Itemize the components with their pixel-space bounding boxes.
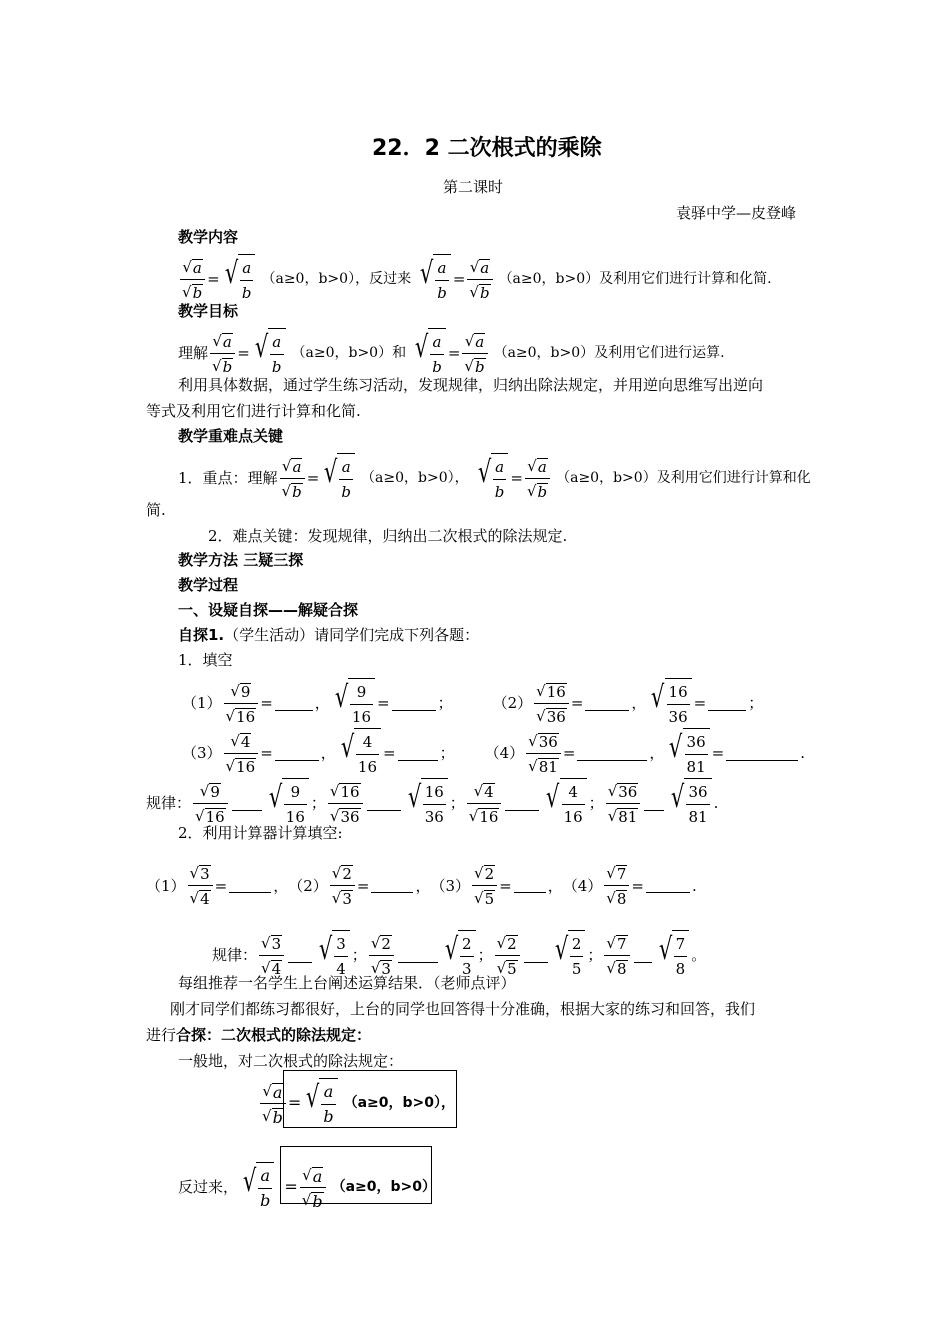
answer-blank[interactable] — [398, 948, 438, 963]
sqrt-fraction: √ $\frac{a}{b}$ — [417, 254, 451, 304]
rule-formula-2: 反过来， √ $\frac{a}{b}$ = √ a √ b （a≥0，b>0） — [178, 1164, 437, 1211]
goal-paragraph-2: 等式及利用它们进行计算和化简. — [146, 402, 361, 420]
answer-blank[interactable] — [585, 696, 629, 711]
heading-key: 教学重难点关键 — [178, 427, 284, 445]
fraction: √ a √ b — [180, 256, 205, 303]
answer-blank[interactable] — [708, 696, 746, 711]
rule-row: 规律： √ 9 √ 16 √ $\frac{9}{16}$ ； √ 16 √ 36 √ $\frac{16}{36}$ ； √ 4 √ 16 √ $\frac{4}{16}$ ； √ 36 √ 81 √ $\frac{36}{81}$ . — [146, 780, 719, 826]
answer-blank[interactable] — [398, 746, 438, 761]
paragraph-a: 刚才同学们都练习都很好，上台的同学也回答得十分准确，根据大家的练习和回答，我们 — [170, 1000, 756, 1018]
answer-blank[interactable] — [275, 746, 319, 761]
heading-goal: 教学目标 — [178, 302, 239, 320]
exercise-1: 自探1. （学生活动）请同学们完成下列各题： — [178, 626, 480, 644]
recommend-text: 每组推荐一名学生上台阐述运算结果．（老师点评） — [178, 974, 516, 992]
paragraph-b: 进行 合探：二次根式的除法规定： — [146, 1026, 372, 1044]
rule-formula-1: √ a √ b = √ $\frac{a}{b}$ （a≥0，b>0）， — [262, 1080, 456, 1127]
answer-blank[interactable] — [505, 796, 539, 811]
answer-blank[interactable] — [646, 878, 690, 893]
fill-title: 1．填空 — [178, 651, 233, 669]
key-point-2: 2．难点关键：发现规律，归纳出二次根式的除法规定. — [208, 527, 568, 545]
answer-blank[interactable] — [392, 696, 436, 711]
answer-blank[interactable] — [634, 948, 652, 963]
sqrt-fraction: √ $\frac{a}{b}$ — [222, 254, 256, 304]
heading-process: 教学过程 — [178, 576, 239, 594]
answer-blank[interactable] — [229, 878, 271, 893]
author: 袁驿中学—皮登峰 — [676, 204, 797, 222]
goal-paragraph-1: 利用具体数据，通过学生练习活动，发现规律，归纳出除法规定，并用逆向思维写出逆向 — [178, 376, 764, 394]
subtitle: 第二课时 — [443, 178, 504, 196]
answer-blank[interactable] — [275, 696, 313, 711]
heading-content: 教学内容 — [178, 228, 239, 246]
answer-blank[interactable] — [367, 796, 401, 811]
fill-row-2: （3） √ 4 √ 16 = ， √ $\frac{4}{16}$ = ； （4） √ 36 √ 81 = ， √ $\frac{36}{81}$ = . — [182, 730, 805, 776]
answer-blank[interactable] — [288, 948, 312, 963]
general-rule-intro: 一般地，对二次根式的除法规定： — [178, 1052, 404, 1070]
answer-blank[interactable] — [644, 796, 664, 811]
calc-title: 2．利用计算器计算填空: — [178, 824, 343, 842]
key-point-1: 1．重点：理解 √ a √ b = √ $\frac{a}{b}$ （a≥0，b>0）， √ $\frac{a}{b}$ = √ a √ b （a≥0，b>0）及利用它们进行计算和化 — [178, 455, 811, 501]
answer-blank[interactable] — [232, 796, 262, 811]
goal-formula-line: 理解 √ a √ b = √ $\frac{a}{b}$ （a≥0，b>0）和 √ $\frac{a}{b}$ = √ a √ b （a≥0，b>0）及利用它们进行运算. — [178, 330, 725, 376]
content-formula-line: √ a √ b = √ $\frac{a}{b}$ （a≥0，b>0），反过来 √ $\frac{a}{b}$ = √ a √ b （a≥0，b>0）及利用它们进行计算和化简. — [182, 256, 772, 302]
heading-section-1: 一、设疑自探——解疑合探 — [178, 601, 359, 619]
answer-blank[interactable] — [371, 878, 413, 893]
answer-blank[interactable] — [577, 746, 647, 761]
page-title: 22．2 二次根式的乘除 — [372, 136, 602, 161]
fill-row-1: （1） √ 9 √ 16 = ， √ $\frac{9}{16}$ = ； （2） √ 16 √ 36 = ， √ $\frac{16}{36}$ = ； — [182, 680, 764, 726]
heading-method: 教学方法 三疑三探 — [178, 551, 304, 569]
answer-blank[interactable] — [524, 948, 548, 963]
answer-blank[interactable] — [726, 746, 798, 761]
rule2-row: 规律： √ 3 √ 4 √ $\frac{3}{4}$ ； √ 2 √ 3 √ $\frac{2}{3}$ ； √ 2 √ 5 √ $\frac{2}{5}$ ； √ 7 √ 8 √ $\frac{7}{8}$ 。 — [212, 932, 707, 978]
answer-blank[interactable] — [514, 878, 546, 893]
key-point-1-end: 简. — [146, 501, 166, 519]
calc-row: （1） √ 3 √ 4 = ， （2） √ 2 √ 3 = ， （3） √ 2 √ 5 = ， （4） √ 7 √ 8 = . — [146, 864, 697, 908]
